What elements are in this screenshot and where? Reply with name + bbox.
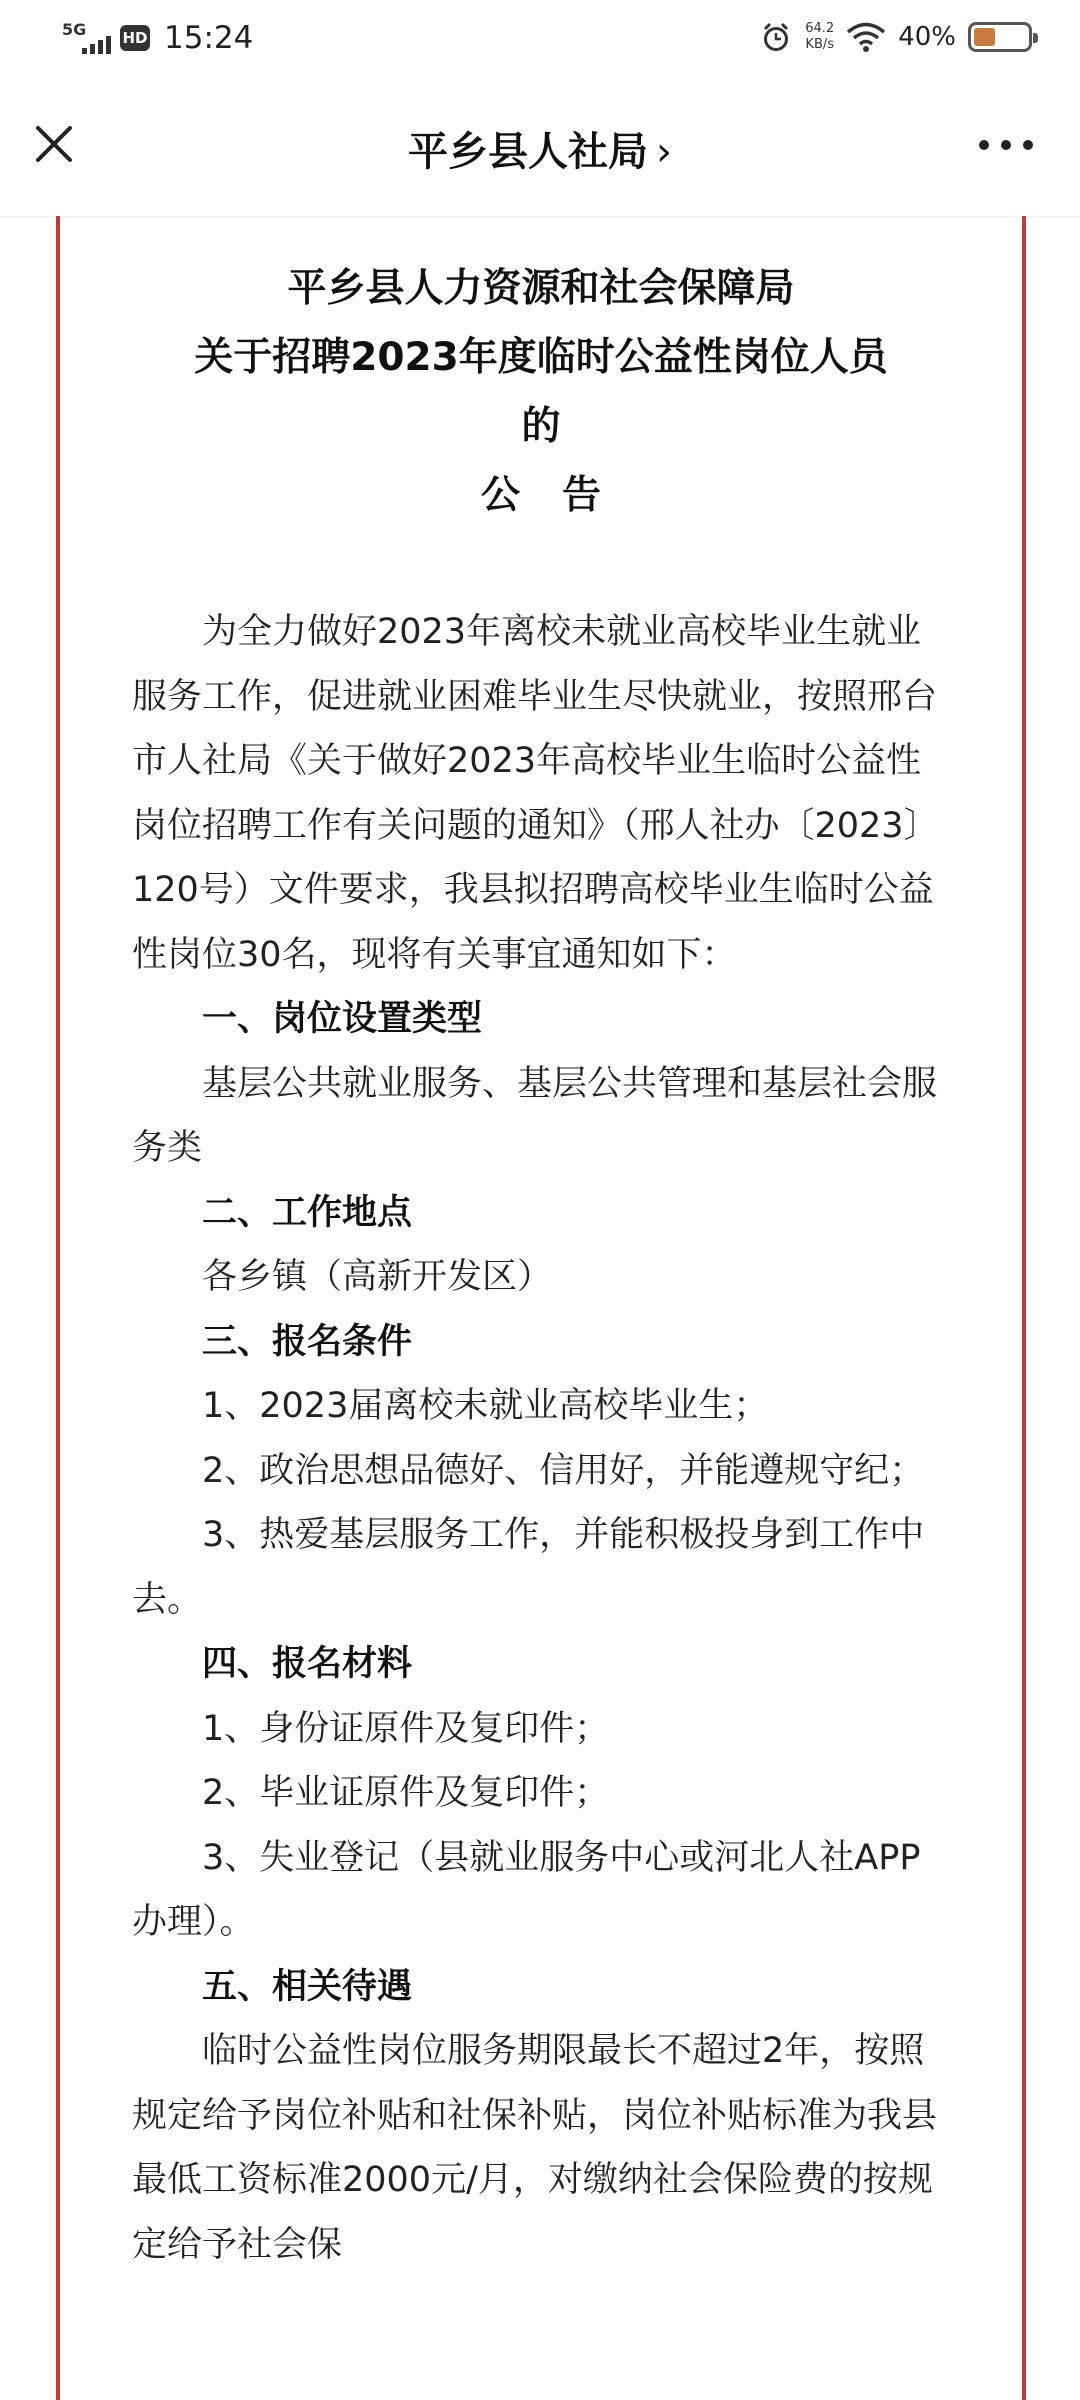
headline-line-2: 关于招聘2023年度临时公益性岗位人员 [194, 335, 888, 380]
account-title-link[interactable] [0, 120, 1080, 177]
list-item: 2、毕业证原件及复印件； [202, 1773, 610, 1813]
article-content[interactable] [56, 216, 1026, 2400]
status-bar [0, 0, 1080, 80]
hd-icon: HD [120, 25, 150, 51]
section-heading-4: 四、报名材料 [202, 1644, 413, 1684]
article-body [60, 600, 1022, 2277]
list-item: 3、失业登记（县就业服务中心或河北人社APP办理）。 [132, 1837, 921, 1942]
battery-icon [968, 22, 1032, 52]
list-item: 2、政治思想品德好、信用好，并能遵规守纪； [202, 1450, 925, 1491]
headline-line-3: 的 [521, 404, 561, 449]
list-item: 3、热爱基层服务工作，并能积极投身到工作中去。 [132, 1515, 925, 1620]
list-item: 1、身份证原件及复印件； [202, 1708, 610, 1749]
network-speed [805, 21, 834, 53]
status-time: 15:24 [164, 20, 254, 56]
nav-bar [0, 80, 1080, 217]
network-speed-unit: KB/s [805, 37, 835, 52]
more-icon[interactable] [976, 130, 1036, 160]
status-left [62, 18, 253, 58]
intro-paragraph: 为全力做好2023年离校未就业高校毕业生就业服务工作，促进就业困难毕业生尽快就业，按照邢台市人社局《关于做好2023年高校毕业生临时公益性岗位招聘工作有关问题的通知》（邢人社办〔2023〕120号）文件要求，我县拟招聘高校毕业生临时公益性岗位30名，现将有关事宜通知如下： [132, 612, 939, 975]
headline-line-4: 公告 [480, 473, 643, 518]
section-heading-3: 三、报名条件 [202, 1321, 413, 1362]
section-heading-1: 一、岗位设置类型 [202, 999, 483, 1039]
wifi-icon [846, 21, 886, 53]
headline-line-1: 平乡县人力资源和社会保障局 [287, 266, 795, 311]
section-text-2: 各乡镇（高新开发区） [202, 1257, 553, 1297]
chevron-right-icon: › [656, 129, 672, 175]
section-heading-5: 五、相关待遇 [202, 1966, 413, 2007]
section-text-5: 临时公益性岗位服务期限最长不超过2年，按照规定给予岗位补贴和社保补贴，岗位补贴标准为我县最低工资标准2000元/月，对缴纳社会保险费的按规定给予社会保 [132, 2031, 938, 2265]
battery-percent: 40% [898, 22, 956, 52]
signal-icon [62, 18, 110, 58]
battery-fill [974, 28, 995, 46]
status-right [759, 20, 1032, 54]
network-type: 5G [62, 20, 87, 39]
list-item: 1、2023届离校未就业高校毕业生； [202, 1386, 769, 1426]
article-headline [60, 254, 1022, 530]
alarm-icon [759, 20, 793, 54]
network-speed-value: 64.2 [805, 21, 835, 36]
account-title: 平乡县人社局 [408, 129, 648, 175]
section-text-1: 基层公共就业服务、基层公共管理和基层社会服务类 [132, 1063, 938, 1168]
section-heading-2: 二、工作地点 [202, 1192, 413, 1233]
